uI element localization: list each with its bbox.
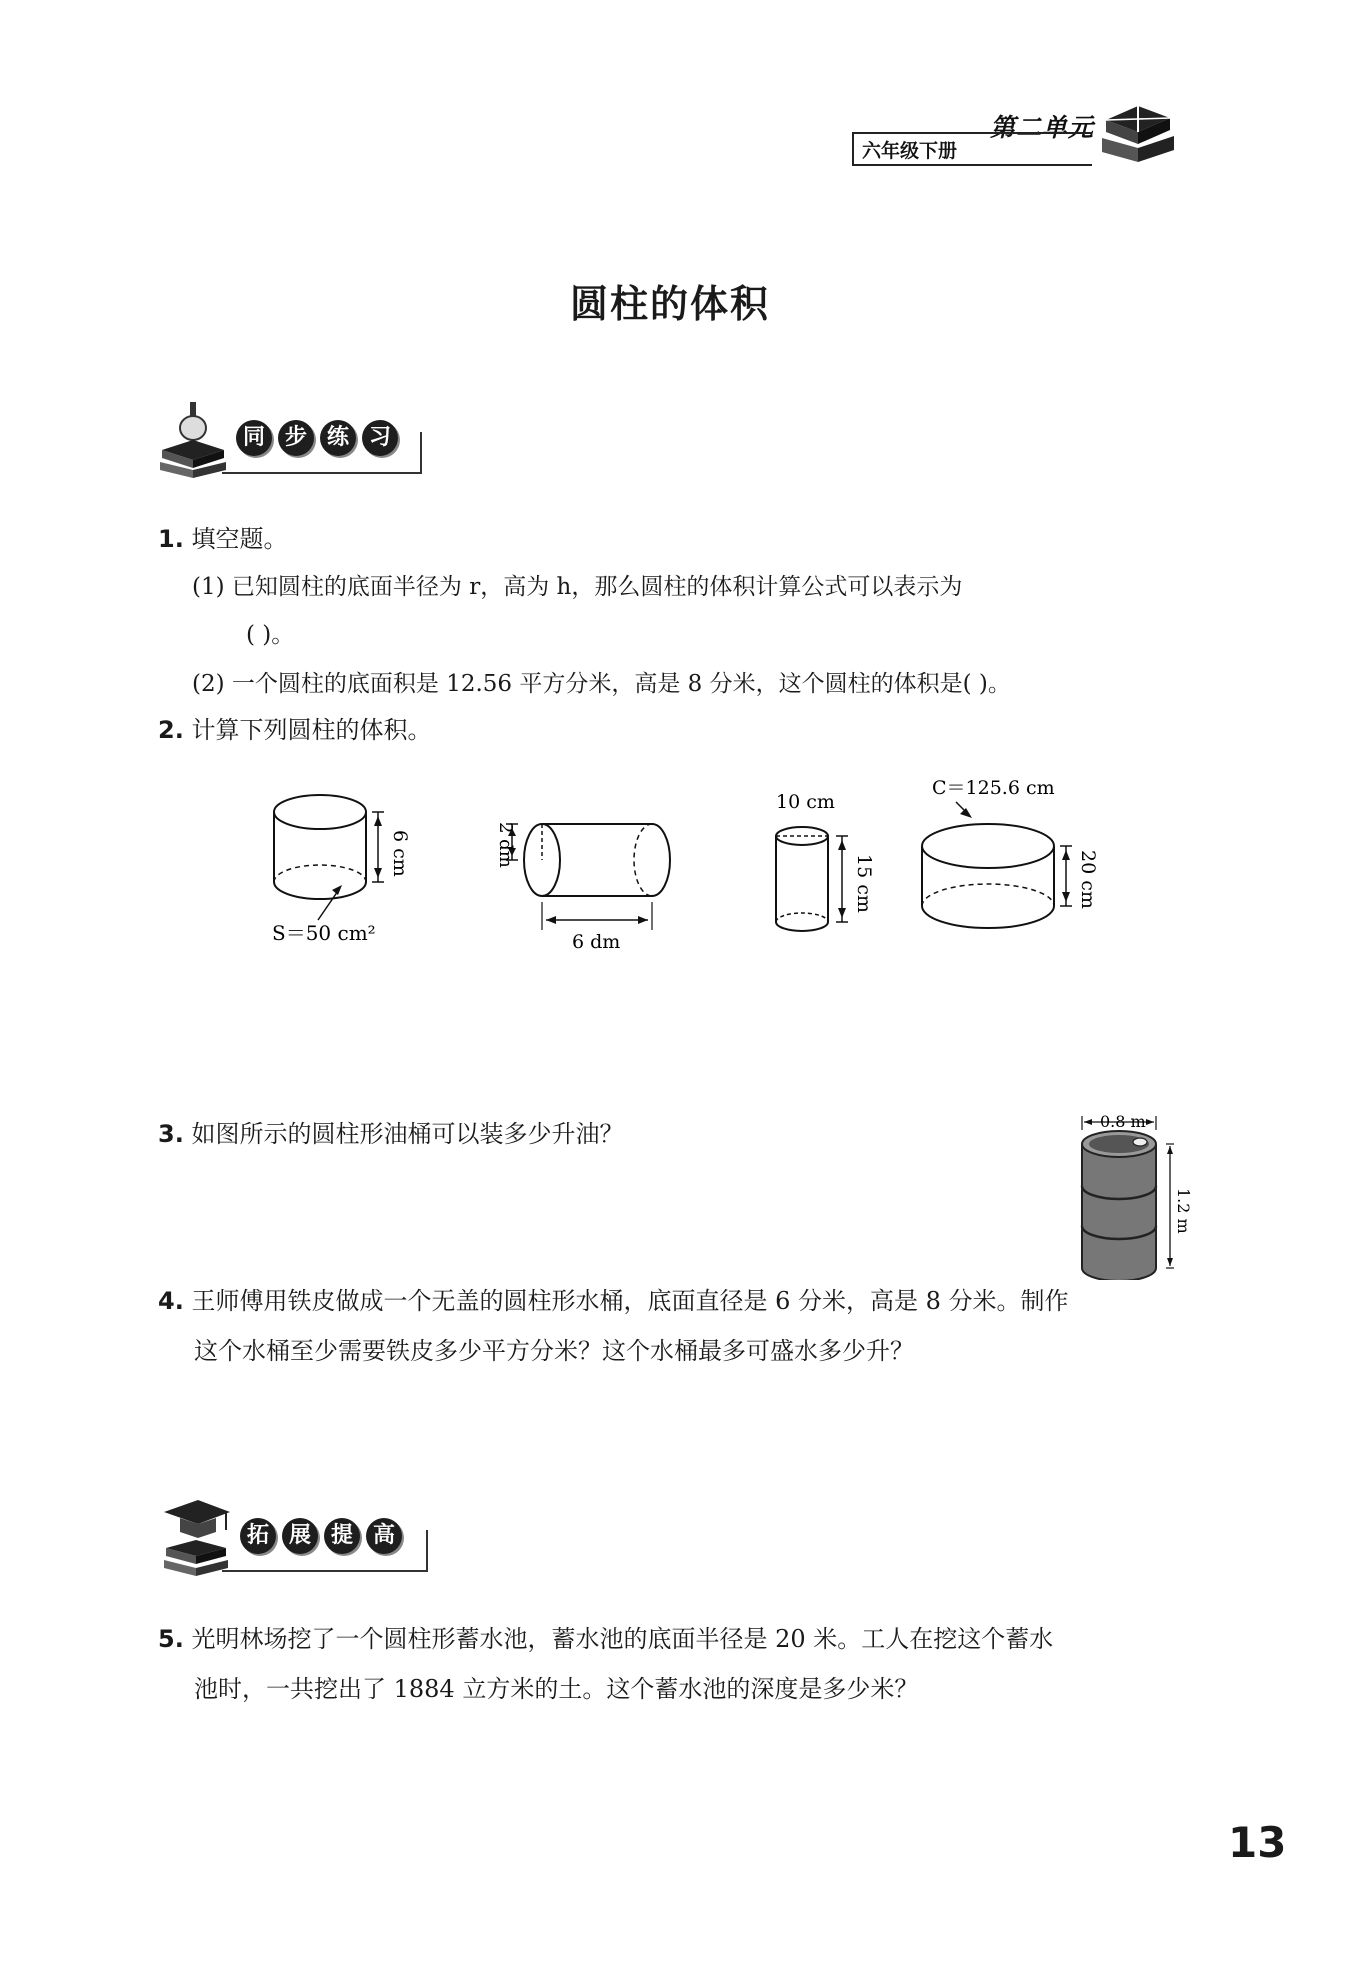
grade-label: 六年级下册 <box>862 140 958 162</box>
question-number: 5. <box>158 1625 184 1653</box>
question-4-line2: 这个水桶至少需要铁皮多少平方分米？这个水桶最多可盛水多少升？ <box>194 1337 914 1365</box>
question-text: 填空题。 <box>191 525 288 553</box>
books-stack-icon <box>1098 100 1178 170</box>
badge-char: 拓 <box>240 1518 276 1554</box>
fig3-height-label: 15 cm <box>853 854 875 913</box>
cylinder-figure-2 <box>495 822 670 953</box>
question-number: 4. <box>158 1287 184 1315</box>
unit-label: 第二单元 <box>990 113 1095 142</box>
question-number: 1. <box>158 525 184 553</box>
fig4-height-label: 20 cm <box>1077 850 1099 909</box>
page-title: 圆柱的体积 <box>569 281 770 326</box>
badge-char: 练 <box>320 420 356 456</box>
fig2-length-label: 6 dm <box>572 931 621 953</box>
question-text: 王师傅用铁皮做成一个无盖的圆柱形水桶，底面直径是 6 分米，高是 8 分米。制作 <box>191 1287 1069 1315</box>
oil-barrel-figure <box>1070 1110 1210 1280</box>
section-extension <box>236 1518 426 1558</box>
fig2-radius-label: 2 dm <box>495 822 516 868</box>
question-number: 2. <box>158 716 184 744</box>
badge-char: 步 <box>278 420 314 456</box>
fig4-circumference-label: C＝125.6 cm <box>932 777 1055 799</box>
question-2 <box>158 713 431 747</box>
badge-char: 习 <box>362 420 398 456</box>
barrel-diameter-label: 0.8 m <box>1100 1112 1146 1131</box>
lamp-books-icon <box>158 400 228 480</box>
question-number: 3. <box>158 1120 184 1148</box>
badge-char: 同 <box>236 420 272 456</box>
fig1-height-label: 6 cm <box>389 830 411 877</box>
question-5-line2: 池时，一共挖出了 1884 立方米的土。这个蓄水池的深度是多少米？ <box>194 1675 919 1703</box>
question-4 <box>158 1284 1069 1318</box>
cylinder-figures <box>260 770 1120 970</box>
question-1 <box>158 522 287 556</box>
q1-sub2: (2) 一个圆柱的底面积是 12.56 平方分米，高是 8 分米，这个圆柱的体积是( )。 <box>192 671 1011 697</box>
fig1-base-label: S＝50 cm² <box>272 921 376 945</box>
question-text: 如图所示的圆柱形油桶可以装多少升油？ <box>191 1120 624 1148</box>
question-text: 计算下列圆柱的体积。 <box>191 716 432 744</box>
question-5 <box>158 1622 1053 1656</box>
question-text: 光明林场挖了一个圆柱形蓄水池，蓄水池的底面半径是 20 米。工人在挖这个蓄水 <box>191 1625 1054 1653</box>
cylinder-figure-4 <box>922 777 1099 928</box>
page-number: 13 <box>1228 1818 1287 1867</box>
q1-sub1-line2: ( )。 <box>246 622 295 648</box>
cylinder-figure-3 <box>776 791 875 931</box>
barrel-height-label: 1.2 m <box>1174 1188 1193 1234</box>
badge-char: 提 <box>324 1518 360 1554</box>
fig3-diameter-label: 10 cm <box>776 791 835 813</box>
badge-char: 高 <box>366 1518 402 1554</box>
q1-sub1-line1: (1) 已知圆柱的底面半径为 r，高为 h，那么圆柱的体积计算公式可以表示为 <box>192 574 963 600</box>
question-3 <box>158 1117 623 1151</box>
badge-char: 展 <box>282 1518 318 1554</box>
section-practice <box>232 420 422 460</box>
cylinder-figure-1 <box>272 795 411 945</box>
